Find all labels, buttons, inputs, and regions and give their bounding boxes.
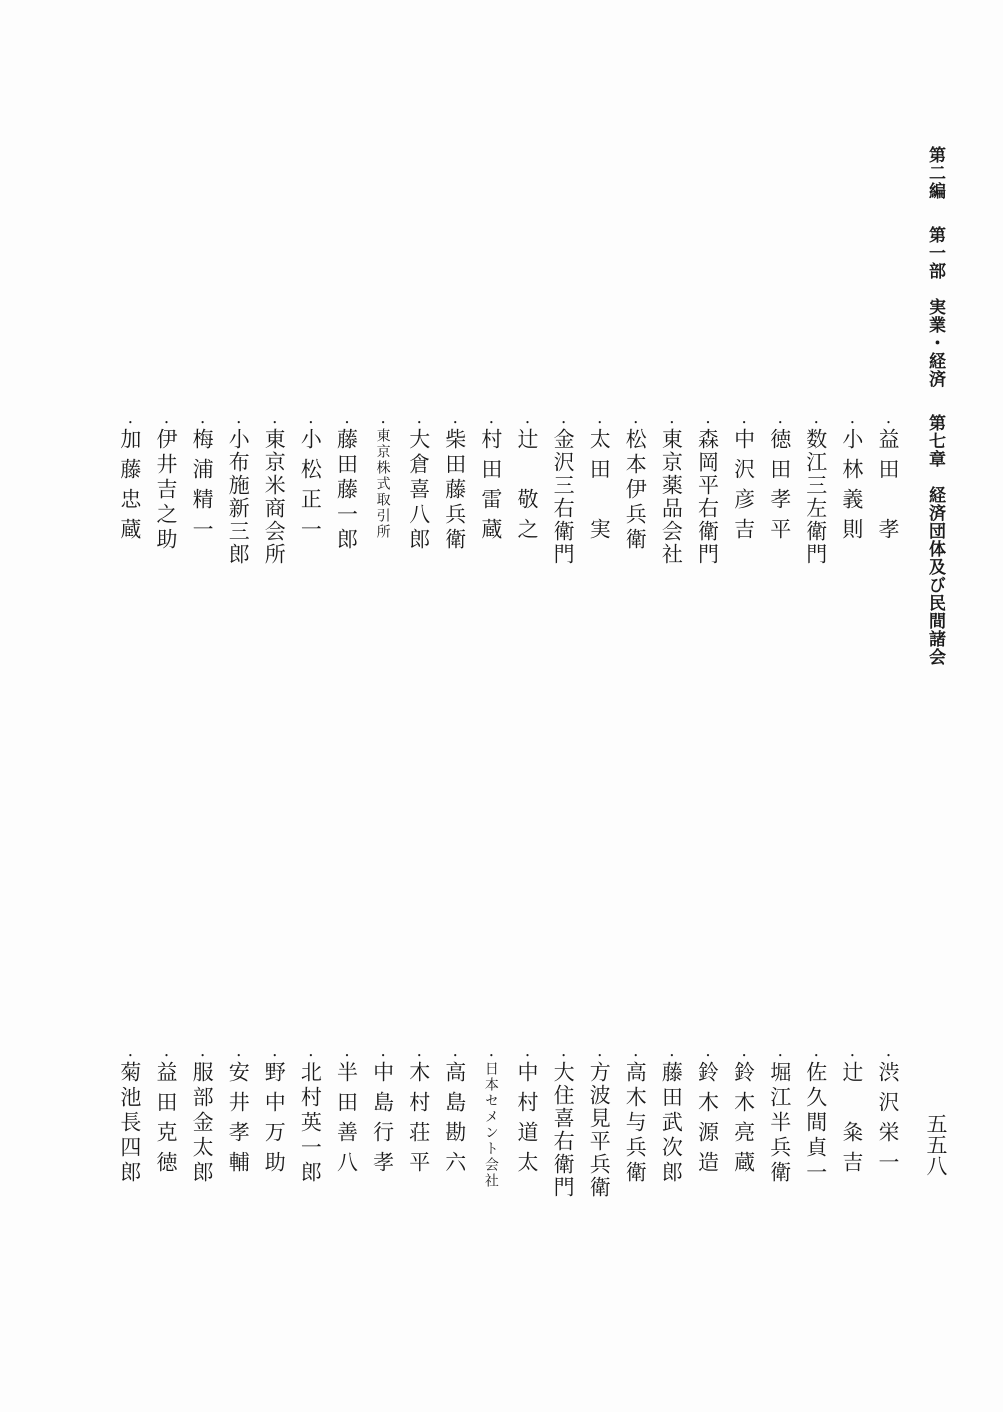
lower-name-entry (515, 1049, 539, 1181)
bullet-mark: ・ (231, 416, 246, 428)
upper-name-text: 小布施新三郎 (226, 428, 251, 566)
upper-name-text: 梅浦精一 (190, 428, 215, 548)
bullet-mark: ・ (411, 416, 426, 428)
lower-name-text: 高木与兵衛 (623, 1061, 648, 1186)
lower-name-entry (768, 1049, 792, 1186)
upper-name-text: 大倉喜八郎 (406, 428, 431, 553)
bullet-mark: ・ (844, 1049, 859, 1061)
upper-name-entry (804, 416, 828, 566)
lower-name-text: 渋沢栄一 (876, 1061, 900, 1181)
lower-name-entry (371, 1049, 395, 1181)
bullet-mark: ・ (375, 416, 390, 428)
bullet-mark: ・ (556, 1049, 571, 1061)
bullet-mark: ・ (159, 1049, 173, 1061)
upper-name-text: 松本伊兵衛 (623, 428, 648, 553)
upper-name-entry (696, 416, 720, 566)
bullet-mark: ・ (592, 416, 607, 428)
lower-name-text: 野中万助 (262, 1061, 287, 1181)
bullet-mark: ・ (736, 1049, 751, 1061)
lower-name-entry (407, 1049, 431, 1181)
lower-name-text: 半田善八 (334, 1061, 359, 1181)
upper-name-entry (515, 416, 539, 548)
header-section: 第一部 実業・経済 (925, 226, 945, 388)
lower-name-text: 北村英一郎 (298, 1061, 323, 1186)
lower-name-entry (118, 1049, 142, 1186)
lower-name-text: 中島行孝 (370, 1061, 395, 1181)
bullet-mark: ・ (267, 416, 282, 428)
lower-name-text: 安井孝輔 (226, 1061, 251, 1181)
upper-name-entry (190, 416, 214, 548)
upper-name-text: 辻 敬之 (515, 428, 539, 548)
upper-name-text: 小林義則 (839, 428, 864, 548)
lower-name-text: 方波見平兵衛 (587, 1061, 612, 1199)
upper-name-text: 東京薬品会社 (659, 428, 684, 566)
bullet-mark: ・ (881, 1049, 895, 1061)
upper-name-text: 数江三左衛門 (803, 428, 828, 566)
bullet-mark: ・ (411, 1049, 426, 1061)
bullet-mark: ・ (844, 416, 859, 428)
lower-name-text: 日本セメント会社 (482, 1061, 499, 1189)
upper-name-text: 小松正一 (298, 428, 323, 548)
upper-name-text: 中沢彦吉 (731, 428, 756, 548)
upper-name-text: 金沢三右衛門 (551, 428, 576, 566)
upper-name-entry (118, 416, 142, 548)
bullet-mark: ・ (375, 1049, 390, 1061)
lower-name-text: 大住喜右衛門 (551, 1061, 576, 1199)
bullet-mark: ・ (195, 1049, 210, 1061)
upper-name-text: 益田 孝 (876, 428, 900, 548)
lower-name-entry (298, 1049, 322, 1186)
upper-name-text: 加藤忠蔵 (117, 428, 142, 548)
upper-name-text: 藤田藤一郎 (334, 428, 359, 553)
lower-name-text: 藤田武次郎 (659, 1061, 684, 1186)
bullet-mark: ・ (881, 416, 895, 428)
upper-name-text: 柴田藤兵衛 (442, 428, 467, 553)
upper-name-text: 森岡平右衛門 (695, 428, 720, 566)
upper-name-entry (659, 416, 683, 566)
bullet-mark: ・ (267, 1049, 282, 1061)
bullet-mark: ・ (339, 1049, 354, 1061)
page-number: 五五八 (924, 1113, 948, 1176)
lower-name-entry (154, 1049, 178, 1181)
lower-name-entry (551, 1049, 575, 1199)
upper-name-text: 伊井吉之助 (154, 428, 178, 553)
upper-name-entry (551, 416, 575, 566)
bullet-mark: ・ (700, 1049, 715, 1061)
upper-name-text: 東京株式取引所 (374, 428, 391, 540)
bullet-mark: ・ (628, 416, 643, 428)
bullet-mark: ・ (520, 1049, 534, 1061)
lower-name-entry (587, 1049, 611, 1199)
upper-name-entry (876, 416, 900, 548)
upper-name-text: 東京米商会所 (262, 428, 287, 566)
lower-name-text: 菊池長四郎 (117, 1061, 142, 1186)
lower-name-entry (190, 1049, 214, 1186)
bullet-mark: ・ (736, 416, 751, 428)
bullet-mark: ・ (339, 416, 354, 428)
bullet-mark: ・ (483, 1049, 498, 1061)
bullet-mark: ・ (195, 416, 210, 428)
lower-name-entry (479, 1049, 503, 1189)
upper-name-entry (154, 416, 178, 553)
running-header (925, 146, 945, 666)
lower-name-text: 鈴木源造 (695, 1061, 720, 1181)
upper-name-entry (262, 416, 286, 566)
lower-name-text: 中村道太 (515, 1061, 539, 1181)
bullet-mark: ・ (808, 1049, 823, 1061)
lower-name-entry (659, 1049, 683, 1186)
lower-name-entry (262, 1049, 286, 1181)
lower-name-text: 佐久間貞一 (803, 1061, 828, 1186)
lower-name-entry (335, 1049, 359, 1181)
upper-name-entry (768, 416, 792, 548)
upper-name-entry (407, 416, 431, 553)
upper-name-entry (479, 416, 503, 548)
bullet-mark: ・ (664, 1049, 679, 1061)
upper-name-entry (587, 416, 611, 548)
lower-name-text: 辻 粂吉 (839, 1061, 864, 1181)
header-part: 第二編 (925, 146, 945, 200)
upper-name-text: 徳田孝平 (767, 428, 792, 548)
upper-name-entry (335, 416, 359, 553)
lower-name-entry (732, 1049, 756, 1181)
header-chapter: 第七章 経済団体及び民間諸会 (925, 414, 945, 666)
bullet-mark: ・ (520, 416, 534, 428)
upper-name-entry (298, 416, 322, 548)
lower-name-entry (443, 1049, 467, 1181)
bullet-mark: ・ (447, 1049, 462, 1061)
lower-name-text: 堀江半兵衛 (767, 1061, 792, 1186)
bullet-mark: ・ (772, 416, 787, 428)
bullet-mark: ・ (122, 416, 137, 428)
lower-name-entry (226, 1049, 250, 1181)
bullet-mark: ・ (231, 1049, 246, 1061)
bullet-mark: ・ (159, 416, 173, 428)
lower-name-entry (876, 1049, 900, 1181)
lower-name-entry (623, 1049, 647, 1186)
upper-name-entry (443, 416, 467, 553)
upper-name-entry (623, 416, 647, 553)
lower-name-entry (804, 1049, 828, 1186)
bullet-mark: ・ (664, 416, 679, 428)
lower-name-text: 木村荘平 (406, 1061, 431, 1181)
bullet-mark: ・ (303, 416, 318, 428)
bullet-mark: ・ (556, 416, 571, 428)
bullet-mark: ・ (483, 416, 498, 428)
upper-name-entry (732, 416, 756, 548)
lower-name-text: 高島勘六 (442, 1061, 467, 1181)
lower-name-text: 益田克徳 (154, 1061, 178, 1181)
bullet-mark: ・ (592, 1049, 607, 1061)
bullet-mark: ・ (303, 1049, 318, 1061)
lower-name-entry (840, 1049, 864, 1181)
upper-name-text: 村田雷蔵 (478, 428, 503, 548)
upper-name-text: 太田 実 (587, 428, 612, 548)
upper-name-entry (371, 416, 395, 540)
lower-name-text: 服部金太郎 (190, 1061, 215, 1186)
bullet-mark: ・ (772, 1049, 787, 1061)
upper-name-entry (840, 416, 864, 548)
lower-name-entry (696, 1049, 720, 1181)
upper-name-entry (226, 416, 250, 566)
bullet-mark: ・ (122, 1049, 137, 1061)
lower-name-text: 鈴木亮蔵 (731, 1061, 756, 1181)
bullet-mark: ・ (808, 416, 823, 428)
bullet-mark: ・ (447, 416, 462, 428)
bullet-mark: ・ (700, 416, 715, 428)
bullet-mark: ・ (628, 1049, 643, 1061)
